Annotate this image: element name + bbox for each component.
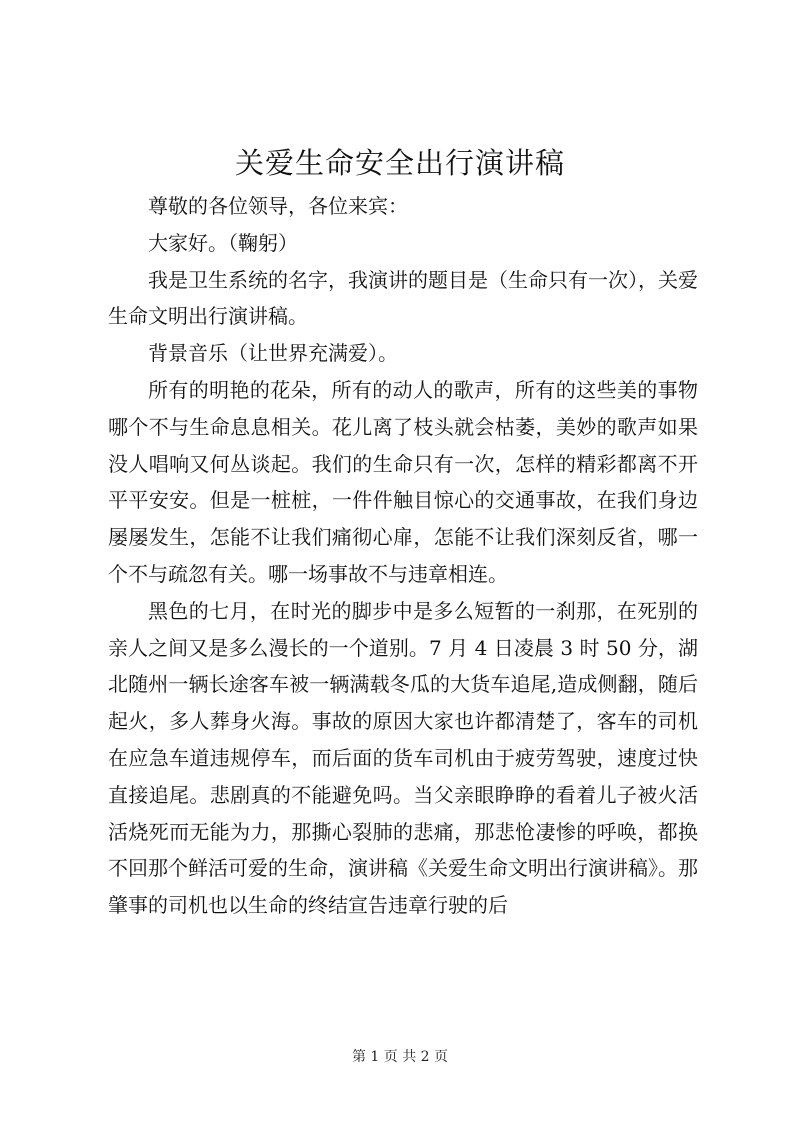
page-title: 关爱生命安全出行演讲稿 [234, 146, 565, 180]
introduction-paragraph: 我是卫生系统的名字，我演讲的题目是（生命只有一次），关爱生命文明出行演讲稿。 [108, 267, 698, 329]
body-paragraph: 所有的明艳的花朵，所有的动人的歌声，所有的这些美的事物哪个不与生命息息相关。花儿离了枝头就会枯萎，美妙的歌声如果没人唱响又何丛谈起。我们的生命只有一次，怎样的精彩都离不开平平安安。但是一桩桩，一件件触目惊心的交通事故，在我们身边屡屡发生，怎能不让我们痛彻心扉，怎能不让我们深刻反省，哪一个不与疏忽有关。哪一场事故不与违章相连。 [108, 377, 698, 586]
background-music-paragraph: 背景音乐（让世界充满爱）。 [148, 341, 398, 366]
greeting-paragraph: 大家好。（鞠躬） [148, 230, 298, 255]
salutation-paragraph: 尊敬的各位领导，各位来宾： [148, 194, 408, 218]
body-paragraph: 黑色的七月，在时光的脚步中是多么短暂的一刹那，在死别的亲人之间又是多么漫长的一个道别。7 月 4 日凌晨 3 时 50 分，湖北随州一辆长途客车被一辆满载冬瓜的大货车追尾,造成侧翻，随后起火，多人葬身火海。事故的原因大家也许都清楚了，客车的司机在应急车道违规停车，而后面的货车司机由于疲劳驾驶，速度过快直接追尾。悲剧真的不能避免吗。当父亲眼睁睁的看着儿子被火活活烧死而无能为力，那撕心裂肺的悲痛，那悲怆凄惨的呼唤，都换不回那个鲜活可爱的生命，演讲稿《关爱生命文明出行演讲稿》。那肇事的司机也以生命的终结宣告违章行驶的后 [108, 598, 698, 918]
page-footer: 第 1 页 共 2 页 [351, 1049, 449, 1065]
document-body [108, 188, 698, 924]
